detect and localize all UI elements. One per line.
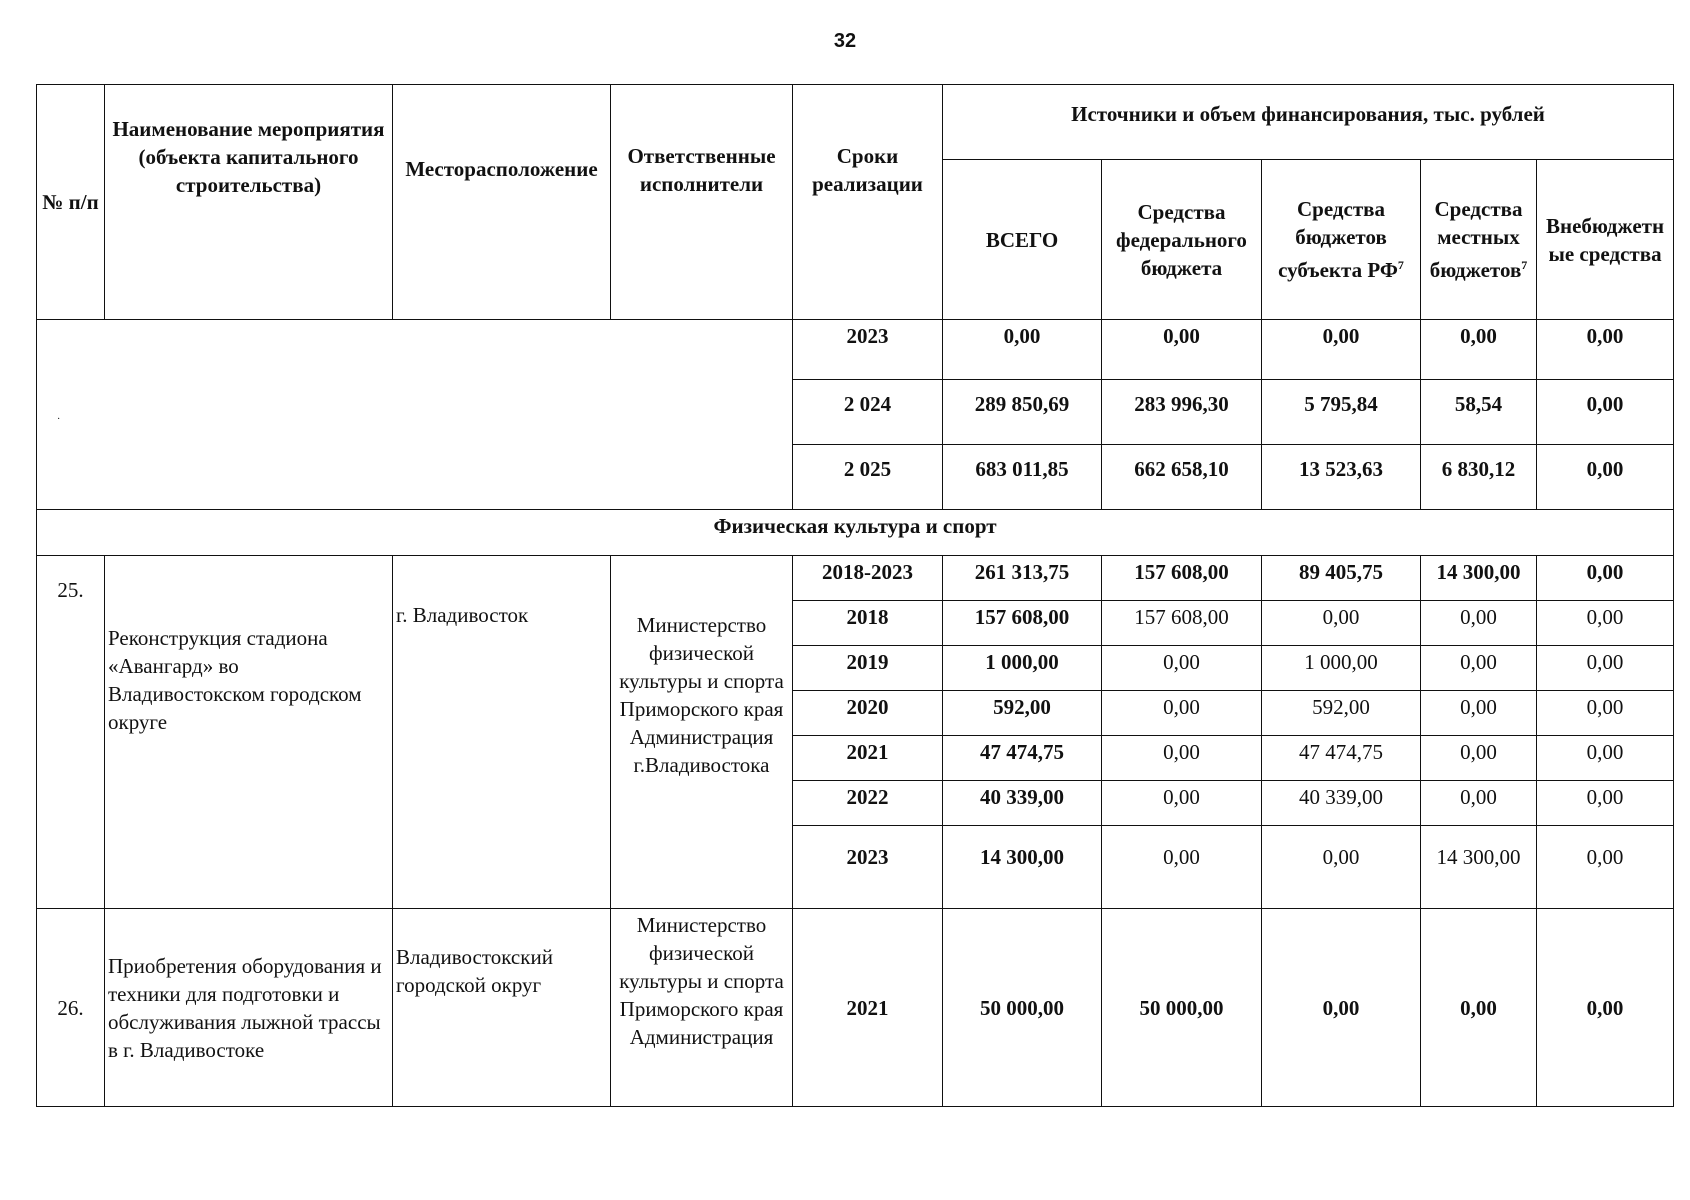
cell-year: 2021: [793, 909, 943, 1107]
header-location: Месторасположение: [393, 85, 611, 320]
carryover-blank: [37, 320, 793, 510]
cell-federal: 0,00: [1102, 691, 1262, 736]
cell-offbudget: 0,00: [1537, 781, 1674, 826]
header-total: ВСЕГО: [943, 160, 1102, 320]
cell-offbudget: 0,00: [1537, 691, 1674, 736]
header-regional-footnote: 7: [1397, 258, 1404, 272]
cell-offbudget: 0,00: [1537, 736, 1674, 781]
cell-year: 2018: [793, 601, 943, 646]
cell-federal: 662 658,10: [1102, 445, 1262, 510]
section-title: Физическая культура и спорт: [37, 510, 1674, 556]
cell-local: 14 300,00: [1421, 556, 1537, 601]
cell-local: 0,00: [1421, 601, 1537, 646]
cell-federal: 0,00: [1102, 320, 1262, 380]
cell-local: 14 300,00: [1421, 826, 1537, 909]
item26-location: Владивостокский городской округ: [393, 909, 611, 1107]
cell-regional: 0,00: [1262, 909, 1421, 1107]
item25-location: г. Владивосток: [393, 556, 611, 909]
cell-total: 683 011,85: [943, 445, 1102, 510]
cell-total: 592,00: [943, 691, 1102, 736]
table-row: [37, 909, 1674, 1107]
cell-federal: 157 608,00: [1102, 601, 1262, 646]
cell-offbudget: 0,00: [1537, 909, 1674, 1107]
cell-federal: 50 000,00: [1102, 909, 1262, 1107]
item26-responsible: Министерство физической культуры и спорта Приморского края Администрация: [611, 909, 793, 1107]
item26-name: Приобретения оборудования и техники для подготовки и обслуживания лыжной трассы в г. Владивостоке: [105, 909, 393, 1107]
header-regional-label: Средства бюджетов субъекта РФ: [1278, 197, 1398, 282]
cell-total: 40 339,00: [943, 781, 1102, 826]
item25-num: 25.: [37, 556, 105, 909]
cell-local: 0,00: [1421, 691, 1537, 736]
table-row: [37, 556, 1674, 601]
header-responsible: Ответственные исполнители: [611, 85, 793, 320]
cell-regional: 47 474,75: [1262, 736, 1421, 781]
cell-local: 0,00: [1421, 320, 1537, 380]
section-row: [37, 510, 1674, 556]
table-row: [37, 320, 1674, 380]
cell-regional: 89 405,75: [1262, 556, 1421, 601]
page-number: 32: [833, 30, 857, 52]
cell-total: 289 850,69: [943, 380, 1102, 445]
cell-total: 14 300,00: [943, 826, 1102, 909]
header-federal: Средства федерального бюджета: [1102, 160, 1262, 320]
header-funding-group: Источники и объем финансирования, тыс. рублей: [943, 85, 1674, 160]
cell-offbudget: 0,00: [1537, 445, 1674, 510]
header-period: Сроки реализации: [793, 85, 943, 320]
cell-local: 0,00: [1421, 646, 1537, 691]
cell-local: 0,00: [1421, 909, 1537, 1107]
cell-federal: 0,00: [1102, 646, 1262, 691]
cell-year: 2023: [793, 826, 943, 909]
cell-federal: 157 608,00: [1102, 556, 1262, 601]
header-local-label: Средства местных бюджетов: [1429, 197, 1523, 282]
cell-federal: 283 996,30: [1102, 380, 1262, 445]
header-offbudget: Внебюджетн ые средства: [1537, 160, 1674, 320]
header-name: Наименование мероприятия (объекта капитального строительства): [105, 85, 393, 320]
cell-total: 157 608,00: [943, 601, 1102, 646]
cell-offbudget: 0,00: [1537, 826, 1674, 909]
cell-regional: 592,00: [1262, 691, 1421, 736]
cell-offbudget: 0,00: [1537, 601, 1674, 646]
cell-federal: 0,00: [1102, 826, 1262, 909]
cell-regional: 40 339,00: [1262, 781, 1421, 826]
cell-year: 2021: [793, 736, 943, 781]
header-local-footnote: 7: [1521, 258, 1528, 272]
cell-offbudget: 0,00: [1537, 380, 1674, 445]
cell-regional: 13 523,63: [1262, 445, 1421, 510]
cell-total: 1 000,00: [943, 646, 1102, 691]
cell-offbudget: 0,00: [1537, 556, 1674, 601]
cell-local: 0,00: [1421, 736, 1537, 781]
funding-table: [36, 84, 1674, 1107]
cell-local: 58,54: [1421, 380, 1537, 445]
cell-year: 2 024: [793, 380, 943, 445]
cell-local: 6 830,12: [1421, 445, 1537, 510]
cell-local: 0,00: [1421, 781, 1537, 826]
cell-year: 2023: [793, 320, 943, 380]
cell-total: 0,00: [943, 320, 1102, 380]
item26-num: 26.: [37, 909, 105, 1107]
cell-total: 47 474,75: [943, 736, 1102, 781]
cell-federal: 0,00: [1102, 781, 1262, 826]
cell-regional: 0,00: [1262, 320, 1421, 380]
scan-dot: ·: [57, 414, 61, 425]
header-regional: [1262, 160, 1421, 320]
item25-responsible: Министерство физической культуры и спорта Приморского края Администрация г.Владивостока: [611, 556, 793, 909]
cell-year: 2018-2023: [793, 556, 943, 601]
item25-name: Реконструкция стадиона «Авангард» во Владивостокском городском округе: [105, 556, 393, 909]
header-row-1: [37, 85, 1674, 160]
header-num: № п/п: [37, 85, 105, 320]
cell-year: 2022: [793, 781, 943, 826]
cell-offbudget: 0,00: [1537, 646, 1674, 691]
cell-offbudget: 0,00: [1537, 320, 1674, 380]
cell-regional: 0,00: [1262, 601, 1421, 646]
cell-year: 2020: [793, 691, 943, 736]
header-local: [1421, 160, 1537, 320]
cell-regional: 5 795,84: [1262, 380, 1421, 445]
cell-regional: 1 000,00: [1262, 646, 1421, 691]
cell-year: 2019: [793, 646, 943, 691]
cell-regional: 0,00: [1262, 826, 1421, 909]
cell-total: 50 000,00: [943, 909, 1102, 1107]
cell-federal: 0,00: [1102, 736, 1262, 781]
cell-total: 261 313,75: [943, 556, 1102, 601]
cell-year: 2 025: [793, 445, 943, 510]
